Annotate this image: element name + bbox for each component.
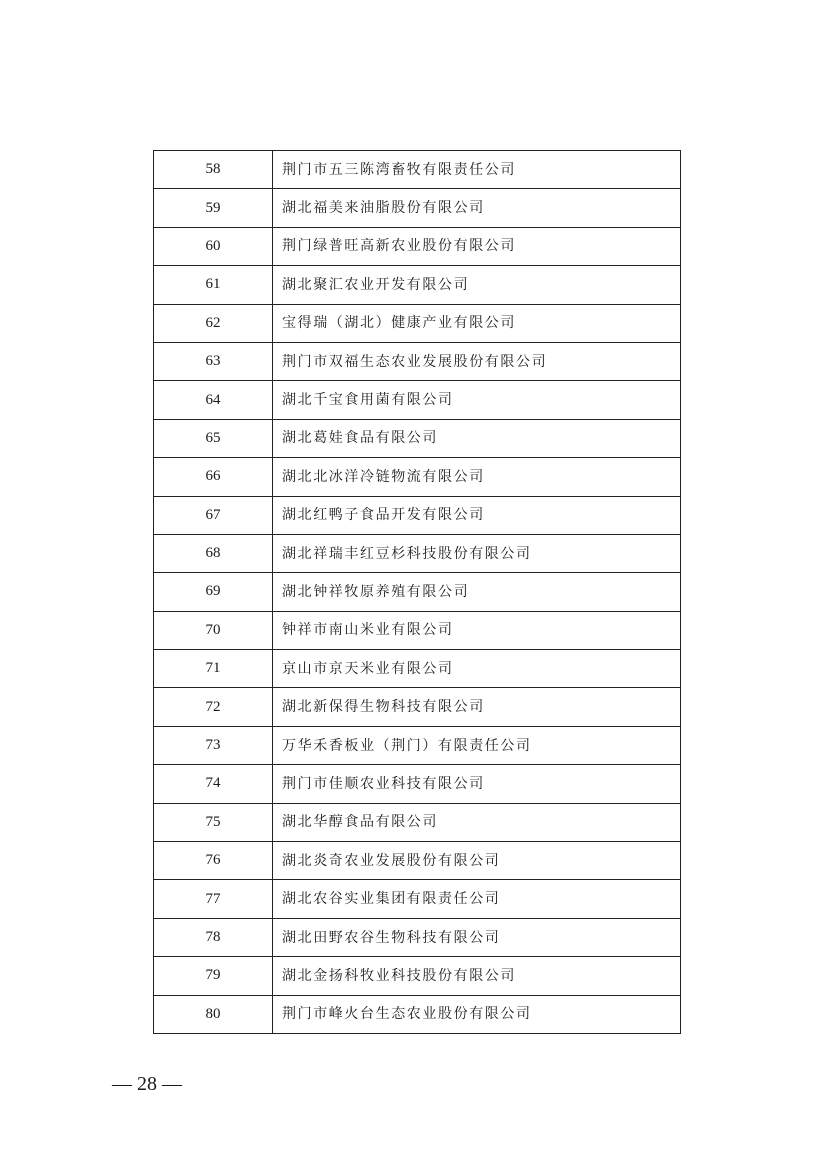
row-number-cell: 70 xyxy=(154,611,273,649)
table-row xyxy=(154,227,681,265)
table-row xyxy=(154,688,681,726)
table-row xyxy=(154,266,681,304)
row-number-cell: 66 xyxy=(154,458,273,496)
company-name-cell: 湖北千宝食用菌有限公司 xyxy=(273,381,681,419)
company-name-cell: 湖北华醇食品有限公司 xyxy=(273,803,681,841)
row-number-cell: 76 xyxy=(154,842,273,880)
row-number-cell: 68 xyxy=(154,534,273,572)
table-row xyxy=(154,458,681,496)
row-number-cell: 71 xyxy=(154,650,273,688)
company-name-cell: 湖北金扬科牧业科技股份有限公司 xyxy=(273,957,681,995)
company-name-cell: 湖北田野农谷生物科技有限公司 xyxy=(273,918,681,956)
table-row xyxy=(154,573,681,611)
table-row xyxy=(154,496,681,534)
table-row xyxy=(154,189,681,227)
company-name-cell: 湖北祥瑞丰红豆杉科技股份有限公司 xyxy=(273,534,681,572)
row-number-cell: 63 xyxy=(154,342,273,380)
row-number-cell: 75 xyxy=(154,803,273,841)
table-row xyxy=(154,342,681,380)
company-name-cell: 荆门市双福生态农业发展股份有限公司 xyxy=(273,342,681,380)
row-number-cell: 78 xyxy=(154,918,273,956)
company-name-cell: 湖北聚汇农业开发有限公司 xyxy=(273,266,681,304)
table-row xyxy=(154,611,681,649)
company-name-cell: 荆门市五三陈湾畜牧有限责任公司 xyxy=(273,151,681,189)
table-row xyxy=(154,304,681,342)
company-name-cell: 钟祥市南山米业有限公司 xyxy=(273,611,681,649)
table-row xyxy=(154,842,681,880)
table-row xyxy=(154,151,681,189)
company-name-cell: 湖北葛娃食品有限公司 xyxy=(273,419,681,457)
page-number: — 28 — xyxy=(112,1073,182,1095)
row-number-cell: 60 xyxy=(154,227,273,265)
row-number-cell: 73 xyxy=(154,726,273,764)
row-number-cell: 58 xyxy=(154,151,273,189)
table-row xyxy=(154,880,681,918)
table-row xyxy=(154,419,681,457)
company-name-cell: 荆门市佳顺农业科技有限公司 xyxy=(273,765,681,803)
table-row xyxy=(154,957,681,995)
row-number-cell: 62 xyxy=(154,304,273,342)
table-row xyxy=(154,765,681,803)
table-row xyxy=(154,534,681,572)
row-number-cell: 79 xyxy=(154,957,273,995)
table-body xyxy=(154,151,681,1034)
row-number-cell: 67 xyxy=(154,496,273,534)
row-number-cell: 65 xyxy=(154,419,273,457)
table-row xyxy=(154,803,681,841)
row-number-cell: 80 xyxy=(154,995,273,1033)
table-row xyxy=(154,995,681,1033)
company-table xyxy=(153,150,681,1034)
row-number-cell: 72 xyxy=(154,688,273,726)
company-name-cell: 湖北农谷实业集团有限责任公司 xyxy=(273,880,681,918)
row-number-cell: 69 xyxy=(154,573,273,611)
row-number-cell: 74 xyxy=(154,765,273,803)
table-row xyxy=(154,726,681,764)
company-name-cell: 京山市京天米业有限公司 xyxy=(273,650,681,688)
company-name-cell: 万华禾香板业（荆门）有限责任公司 xyxy=(273,726,681,764)
company-name-cell: 湖北红鸭子食品开发有限公司 xyxy=(273,496,681,534)
row-number-cell: 61 xyxy=(154,266,273,304)
company-name-cell: 湖北北冰洋冷链物流有限公司 xyxy=(273,458,681,496)
company-name-cell: 荆门市峰火台生态农业股份有限公司 xyxy=(273,995,681,1033)
company-name-cell: 湖北福美来油脂股份有限公司 xyxy=(273,189,681,227)
table-row xyxy=(154,381,681,419)
row-number-cell: 59 xyxy=(154,189,273,227)
row-number-cell: 77 xyxy=(154,880,273,918)
table-row xyxy=(154,918,681,956)
row-number-cell: 64 xyxy=(154,381,273,419)
company-name-cell: 湖北炎奇农业发展股份有限公司 xyxy=(273,842,681,880)
table-row xyxy=(154,650,681,688)
company-name-cell: 湖北钟祥牧原养殖有限公司 xyxy=(273,573,681,611)
company-name-cell: 宝得瑞（湖北）健康产业有限公司 xyxy=(273,304,681,342)
company-name-cell: 荆门绿普旺高新农业股份有限公司 xyxy=(273,227,681,265)
company-name-cell: 湖北新保得生物科技有限公司 xyxy=(273,688,681,726)
